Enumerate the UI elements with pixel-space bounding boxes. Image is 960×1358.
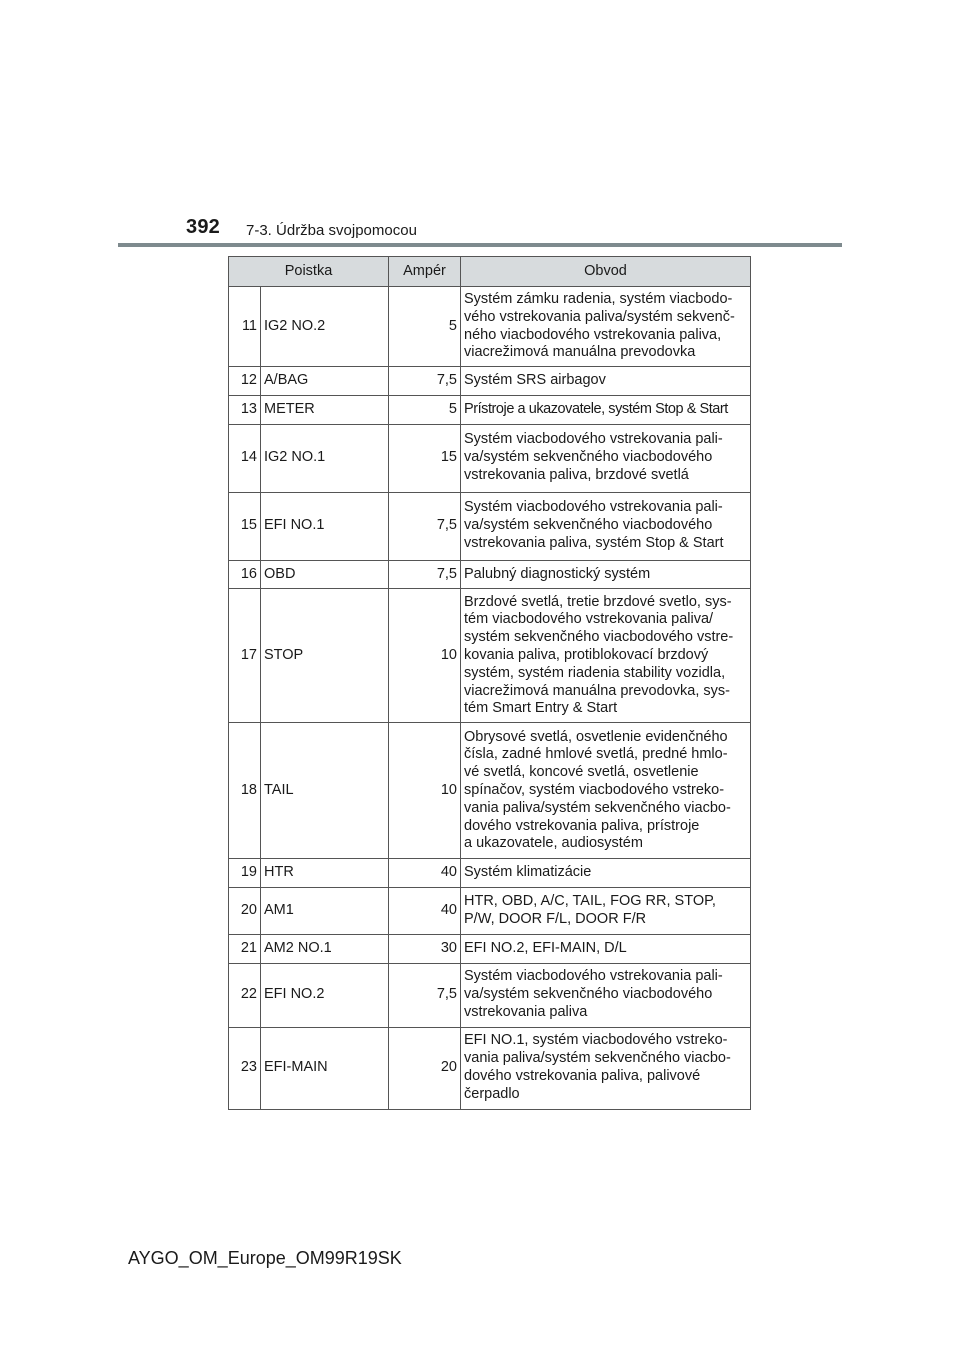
- fuse-name: IG2 NO.2: [261, 287, 389, 367]
- fuse-number: 23: [229, 1027, 261, 1109]
- fuse-circuit: Brzdové svetlá, tretie brzdové svetlo, sys- tém viacbodového vstrekovania paliva/ systém sekvenčného viacbodového vstre- kovania paliva, protiblokovací brzdový systém, systém riadenia stability vozidla, viacrežimová manuálna prevodovka, sys- tém Smart Entry & Start: [461, 589, 751, 723]
- fuse-ampere: 5: [389, 395, 461, 424]
- fuse-circuit: Obrysové svetlá, osvetlenie evidenčného čísla, zadné hmlové svetlá, predné hmlo- vé svetlá, koncové svetlá, osvetlenie spínačov, systém viacbodového vstreko- vania paliva/systém sekvenčného viacbo- dového vstrekovania paliva, prístroje a ukazovatele, audiosystém: [461, 723, 751, 859]
- fuse-ampere: 30: [389, 934, 461, 963]
- fuse-number: 11: [229, 287, 261, 367]
- table-row: [229, 560, 751, 589]
- fuse-circuit: Systém viacbodového vstrekovania pali- va/systém sekvenčného viacbodového vstrekovania paliva: [461, 963, 751, 1027]
- fuse-name: AM2 NO.1: [261, 934, 389, 963]
- column-header-fuse: Poistka: [229, 257, 389, 287]
- fuse-ampere: 10: [389, 723, 461, 859]
- fuse-name: EFI-MAIN: [261, 1027, 389, 1109]
- fuse-number: 12: [229, 367, 261, 396]
- fuse-name: A/BAG: [261, 367, 389, 396]
- fuse-circuit: Systém viacbodového vstrekovania pali- va/systém sekvenčného viacbodového vstrekovania paliva, brzdové svetlá: [461, 424, 751, 492]
- fuse-number: 15: [229, 492, 261, 560]
- fuse-number: 14: [229, 424, 261, 492]
- table-row: [229, 723, 751, 859]
- fuse-number: 21: [229, 934, 261, 963]
- table-header-row: [229, 257, 751, 287]
- fuse-ampere: 7,5: [389, 367, 461, 396]
- fuse-circuit: Palubný diagnostický systém: [461, 560, 751, 589]
- fuse-circuit: Prístroje a ukazovatele, systém Stop & Start: [461, 395, 751, 424]
- table-row: [229, 367, 751, 396]
- fuse-name: EFI NO.2: [261, 963, 389, 1027]
- table-row: [229, 287, 751, 367]
- fuse-ampere: 7,5: [389, 560, 461, 589]
- fuse-number: 13: [229, 395, 261, 424]
- fuse-name: AM1: [261, 888, 389, 935]
- fuse-name: EFI NO.1: [261, 492, 389, 560]
- fuse-circuit: Systém zámku radenia, systém viacbodo- vého vstrekovania paliva/systém sekvenč- ného viacbodového vstrekovania paliva, viacrežimová manuálna prevodovka: [461, 287, 751, 367]
- table-row: [229, 395, 751, 424]
- table-row: [229, 1027, 751, 1109]
- table-row: [229, 589, 751, 723]
- table-row: [229, 859, 751, 888]
- fuse-name: METER: [261, 395, 389, 424]
- fuse-circuit: EFI NO.2, EFI-MAIN, D/L: [461, 934, 751, 963]
- fuse-ampere: 10: [389, 589, 461, 723]
- fuse-name: HTR: [261, 859, 389, 888]
- fuse-name: OBD: [261, 560, 389, 589]
- section-title: 7-3. Údržba svojpomocou: [246, 222, 417, 239]
- fuse-circuit: EFI NO.1, systém viacbodového vstreko- vania paliva/systém sekvenčného viacbo- dového vstrekovania paliva, palivové čerpadlo: [461, 1027, 751, 1109]
- column-header-ampere: Ampér: [389, 257, 461, 287]
- fuse-name: TAIL: [261, 723, 389, 859]
- page-number: 392: [186, 216, 220, 238]
- table-row: [229, 492, 751, 560]
- fuse-number: 22: [229, 963, 261, 1027]
- fuse-ampere: 40: [389, 859, 461, 888]
- fuse-circuit: HTR, OBD, A/C, TAIL, FOG RR, STOP, P/W, DOOR F/L, DOOR F/R: [461, 888, 751, 935]
- fuse-number: 16: [229, 560, 261, 589]
- fuse-number: 20: [229, 888, 261, 935]
- fuse-table: [228, 256, 751, 1110]
- fuse-name: IG2 NO.1: [261, 424, 389, 492]
- table-row: [229, 934, 751, 963]
- document-code: AYGO_OM_Europe_OM99R19SK: [128, 1248, 402, 1268]
- fuse-circuit: Systém SRS airbagov: [461, 367, 751, 396]
- fuse-ampere: 7,5: [389, 492, 461, 560]
- fuse-circuit: Systém klimatizácie: [461, 859, 751, 888]
- column-header-circuit: Obvod: [461, 257, 751, 287]
- fuse-number: 19: [229, 859, 261, 888]
- fuse-number: 18: [229, 723, 261, 859]
- fuse-ampere: 40: [389, 888, 461, 935]
- fuse-number: 17: [229, 589, 261, 723]
- fuse-ampere: 15: [389, 424, 461, 492]
- table-row: [229, 424, 751, 492]
- fuse-ampere: 7,5: [389, 963, 461, 1027]
- table-row: [229, 963, 751, 1027]
- fuse-ampere: 20: [389, 1027, 461, 1109]
- fuse-circuit: Systém viacbodového vstrekovania pali- va/systém sekvenčného viacbodového vstrekovania paliva, systém Stop & Start: [461, 492, 751, 560]
- header-rule: [118, 243, 842, 247]
- table-row: [229, 888, 751, 935]
- fuse-name: STOP: [261, 589, 389, 723]
- fuse-ampere: 5: [389, 287, 461, 367]
